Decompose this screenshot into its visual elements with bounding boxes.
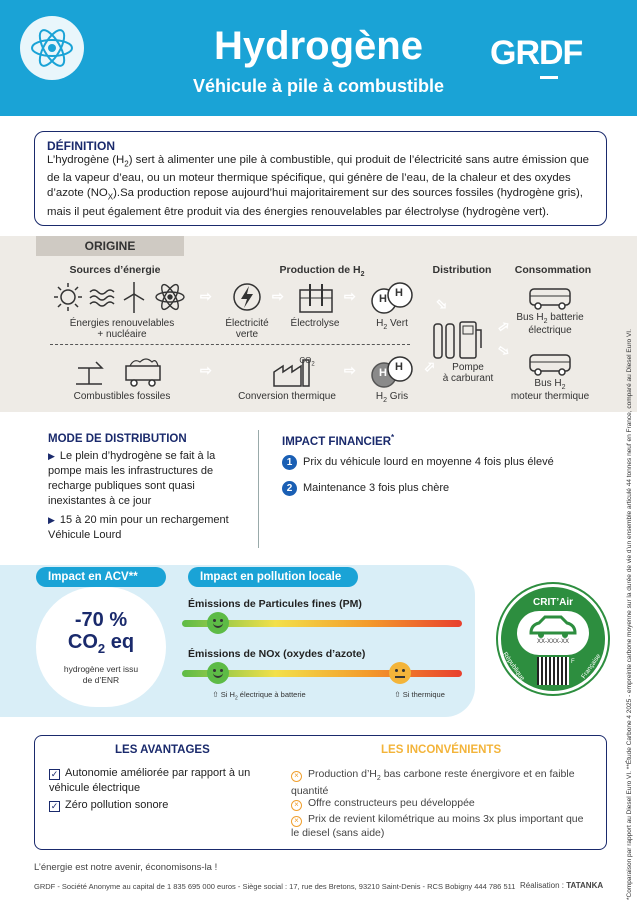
molecule-h: H: [379, 293, 387, 305]
pros-title: LES AVANTAGES: [115, 744, 210, 756]
green-electricity-label: Électricité verte: [225, 318, 269, 340]
arrow-icon: ⇨: [494, 316, 513, 337]
bus-electric-icon: [528, 286, 572, 310]
co2-label: $CO_2$: [299, 356, 315, 368]
electrolysis-label: Électrolyse: [290, 318, 340, 329]
bus-thermal-icon: [528, 352, 572, 376]
arrow-icon: ⇨: [494, 340, 514, 361]
arrow-icon: ⇨: [344, 362, 356, 378]
footer-legal: GRDF - Société Anonyme au capital de 1 835 695 000 euros - Siège social : 17, rue des Bretons, 93210 Saint-Denis - RCS Bobigny 444 786 511: [34, 882, 516, 891]
critair-left: République: [501, 651, 526, 682]
molecule-h: H: [395, 361, 403, 373]
critair-badge: [498, 584, 608, 694]
cross-icon: ×: [291, 771, 302, 782]
financial-item: 2 Maintenance 3 fois plus chère: [282, 481, 602, 496]
dashed-separator: [50, 344, 410, 345]
bus-electric-label: Bus $H_2$ batterie électrique: [516, 312, 584, 336]
acv-unit: $CO_2$ eq: [67, 631, 135, 656]
con-item: × Production $d’H_2$ bas carbone reste énergivore et en faible quantité: [291, 768, 575, 798]
origin-section: [0, 236, 637, 412]
fossil-fuels-icon: [70, 354, 166, 388]
critair-plate: XX-XXX-XX: [536, 639, 569, 645]
critair-f: F: [571, 659, 575, 665]
pollution-tab: Impact en pollution locale: [188, 567, 358, 587]
car-icon: [517, 611, 589, 641]
nox-label: Émissions de NOx (oxydes d’azote): [188, 648, 366, 660]
triangle-icon: ▶: [48, 451, 55, 461]
h2-green-label: $H_2$ Vert: [376, 318, 408, 331]
acv-circle: [36, 587, 166, 707]
cons-title: LES INCONVÉNIENTS: [381, 744, 502, 756]
distribution-bullet: ▶ Le plein d’hydrogène se fait à la pompe mais les infrastructures de recharge publiques sont quasi inexistantes à ce jour: [48, 450, 216, 507]
con-item: × Offre constructeurs peu développée: [291, 797, 591, 811]
marker-thermal: ⇧ Si thermique: [394, 690, 445, 699]
cross-icon: ×: [291, 800, 302, 811]
acv-tab: Impact en ACV**: [36, 567, 166, 587]
financial-impact-title: IMPACT FINANCIER*: [282, 433, 395, 448]
pump-label: Pompe à carburant: [442, 362, 494, 384]
sources-header: Sources d’énergie: [69, 264, 161, 276]
page-title: Hydrogène: [214, 24, 423, 68]
critair-label: CRIT’Air: [533, 597, 573, 608]
side-note: *Comparaison par rapport au Diesel Euro VI. **Étude Carbone 4 2025 - empreinte carbone moyenne sur la durée de vie d’un ensemble articulé 44 tonnes neuf en France, comparé au Diesel Euro VI.: [626, 329, 633, 900]
fuel-pump-icon: [430, 316, 490, 360]
origin-tab: ORIGINE: [36, 236, 184, 256]
arrow-icon: ⇨: [344, 288, 356, 304]
grdf-logo: GRDF: [490, 34, 583, 72]
thermal-conversion-label: Conversion thermique: [238, 391, 336, 402]
checkbox-icon: ✓: [50, 769, 59, 779]
definition-box: [34, 131, 607, 226]
checkbox-icon: ✓: [50, 801, 59, 811]
pro-item: ✓ Zéro pollution sonore: [50, 799, 169, 811]
distribution-mode-title: MODE DE DISTRIBUTION: [48, 433, 187, 445]
arrow-icon: ⇨: [432, 294, 453, 314]
footer-credit: Réalisation : TATANKA: [520, 881, 604, 890]
renewables-label: Énergies renouvelables + nucléaire: [69, 318, 175, 340]
molecule-h: H: [395, 287, 403, 299]
critair-right: Française: [580, 652, 603, 681]
acv-value: -70 %: [74, 609, 128, 631]
arrow-icon: ⇨: [200, 362, 212, 378]
production-header: Production de $H_2$: [279, 264, 365, 279]
qr-code-icon: [537, 657, 569, 685]
h2-grey-label: $H_2$ Gris: [375, 391, 409, 404]
con-item: × Prix de revient kilométrique au moins 3x plus important que le diesel (sans aide): [291, 813, 584, 839]
definition-text: L’hydrogène $(H_2)$ sert à alimenter une pile à combustible, qui produit de l’électricité sans autre émission que de la vapeur d’eau, ou un moteur thermique spécifique, qui génère de l’eau, de la chaleur et des oxydes d’azote $(NO_X).Sa$ production repose aujourd’hui majoritairement sur des sources fossiles (hydrogène gris), mais il peut également être produit via des énergies renouvelables par électrolyse (hydrogène vert).: [47, 154, 590, 218]
electrolysis-icon: [296, 280, 336, 314]
pros-cons-box: [34, 735, 607, 850]
bus-thermal-label: Bus $H_2$ moteur thermique: [510, 378, 590, 402]
divider: [258, 430, 259, 548]
footer-slogan: L’énergie est notre avenir, économisons-la !: [34, 862, 218, 873]
logo-bar: [540, 76, 558, 79]
page-subtitle: Véhicule à pile à combustible: [192, 76, 445, 96]
acv-note: hydrogène vert issu de d’ENR: [63, 664, 139, 685]
financial-item: 1 Prix du véhicule lourd en moyenne 4 fois plus élevé: [282, 455, 602, 470]
pm-label: Émissions de Particules fines (PM): [188, 598, 362, 610]
fossil-label: Combustibles fossiles: [73, 391, 171, 402]
molecule-h: H: [379, 367, 387, 379]
consumption-header: Consommation: [514, 264, 592, 276]
marker-electric: ⇧ Si $H_2$ électrique à batterie: [212, 690, 306, 702]
cross-icon: ×: [291, 816, 302, 827]
distribution-header: Distribution: [432, 264, 492, 276]
critair-inner: [517, 611, 589, 655]
lightning-icon: [232, 280, 262, 314]
header: [0, 0, 637, 116]
arrow-icon: ⇨: [200, 288, 212, 304]
pro-item: ✓ Autonomie améliorée par rapport à un véhicule électrique: [49, 767, 251, 794]
triangle-icon: ▶: [48, 515, 55, 525]
arrow-icon: ⇨: [272, 288, 284, 304]
definition-title: DÉFINITION: [47, 139, 115, 153]
distribution-bullet: ▶ 15 à 20 min pour un rechargement Véhicule Lourd: [48, 514, 229, 541]
arrow-icon: ⇨: [419, 356, 440, 376]
renewables-icon: [52, 280, 192, 314]
